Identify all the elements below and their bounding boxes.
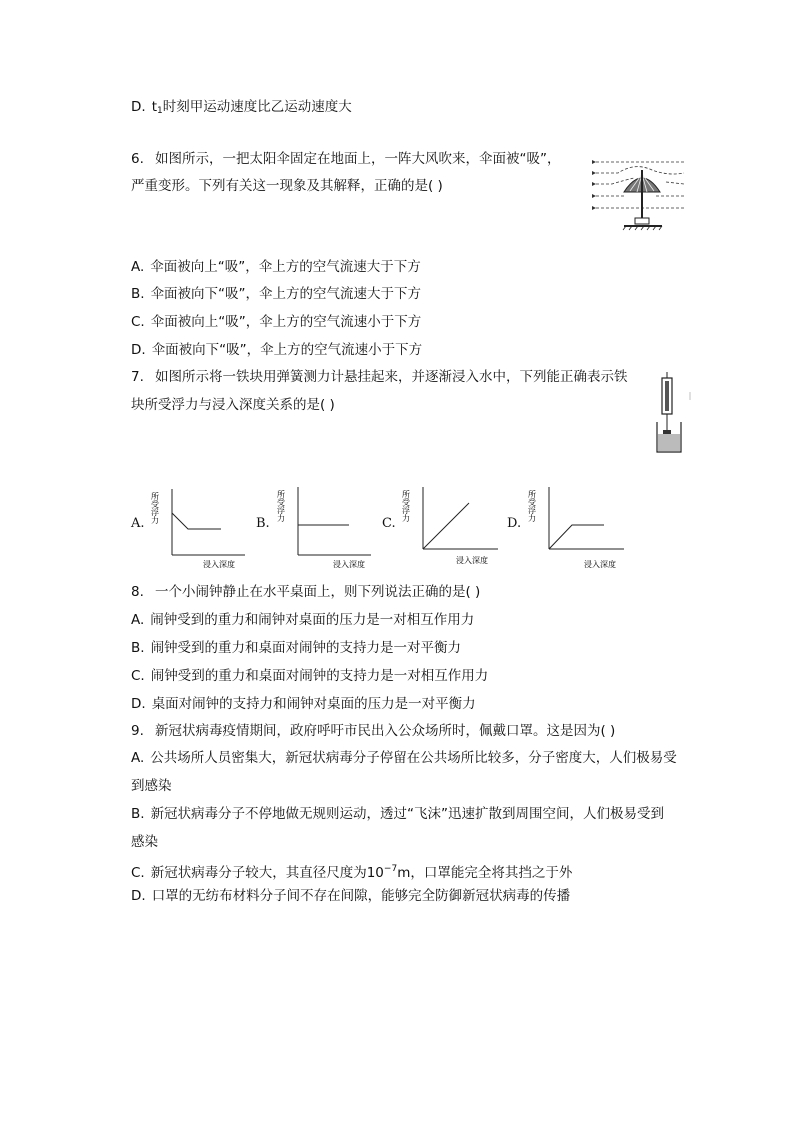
option-letter: C. — [131, 668, 145, 684]
y-axis-label: 所受浮力 — [401, 490, 411, 522]
option-letter: A. — [131, 750, 145, 766]
option-text: 伞面被向下“吸”，伞上方的空气流速大于下方 — [150, 286, 422, 302]
graph-a-letter: A. — [131, 516, 145, 531]
graph-a — [150, 483, 255, 571]
option-letter: C. — [131, 314, 145, 330]
question-text: 新冠状病毒疫情期间，政府呼吁市民出入公众场所时，佩戴口罩。这是因为( ) — [155, 723, 616, 739]
q6-stem-line2 — [131, 176, 443, 196]
q6-option-b — [131, 284, 421, 304]
q9-option-b-line2 — [131, 832, 158, 852]
option-text: 伞面被向上“吸”，伞上方的空气流速大于下方 — [150, 259, 421, 275]
subscript: 1 — [156, 106, 163, 116]
exponent: −7 — [383, 864, 398, 874]
q9-option-c — [131, 859, 572, 883]
q9-option-d — [131, 886, 570, 906]
option-letter: B. — [131, 640, 145, 656]
option-text: 伞面被向下“吸”，伞上方的空气流速小于下方 — [151, 342, 423, 358]
option-text: 到感染 — [131, 778, 172, 794]
graph-b — [276, 481, 381, 571]
option-text: 闹钟受到的重力和桌面对闹钟的支持力是一对相互作用力 — [150, 668, 489, 684]
q9-option-a-line1 — [131, 748, 677, 768]
option-letter: B. — [131, 286, 145, 302]
q6-option-c — [131, 312, 421, 332]
q7-stem-line1 — [131, 367, 628, 387]
umbrella-wind-figure — [590, 150, 690, 234]
option-letter: A. — [131, 259, 145, 275]
option-text: 闹钟受到的重力和闹钟对桌面的压力是一对相互作用力 — [150, 612, 475, 628]
x-axis-label: 浸入深度 — [203, 560, 235, 569]
question-text: 一个小闹钟静止在水平桌面上，则下列说法正确的是( ) — [155, 584, 481, 600]
question-text: 如图所示将一铁块用弹簧测力计悬挂起来，并逐渐浸入水中，下列能正确表示铁 — [155, 369, 628, 385]
question-number: 9. — [131, 723, 144, 739]
graph-c-letter: C. — [382, 516, 396, 531]
q8-option-c — [131, 666, 488, 686]
y-axis-label: 所受浮力 — [276, 490, 286, 522]
option-letter: A. — [131, 612, 145, 628]
question-number: 6. — [131, 151, 144, 167]
option-text: 桌面对闹钟的支持力和闹钟对桌面的压力是一对平衡力 — [151, 696, 476, 712]
option-text: 公共场所人员密集大，新冠状病毒分子停留在公共场所比较多，分子密度大，人们极易受 — [150, 750, 677, 766]
option-text: 新冠状病毒分子不停地做无规则运动，透过“飞沫”迅速扩散到周围空间，人们极易受到 — [150, 806, 665, 822]
y-axis-label: 所受浮力 — [527, 490, 537, 522]
option-text-post: m，口罩能完全将其挡之于外 — [397, 865, 573, 881]
question-number: 7. — [131, 369, 144, 385]
spring-scale-beaker-figure — [652, 372, 694, 456]
q9-option-b-line1 — [131, 804, 664, 824]
graph-b-letter: B. — [256, 516, 270, 531]
x-axis-label: 浸入深度 — [584, 560, 616, 569]
question-text: 块所受浮力与浸入深度关系的是( ) — [131, 397, 335, 413]
q8-option-d — [131, 694, 476, 714]
option-letter: B. — [131, 806, 145, 822]
q9-stem — [131, 721, 615, 741]
q8-option-b — [131, 638, 461, 658]
option-letter: D. — [131, 99, 146, 115]
q6-stem-line1 — [131, 149, 561, 169]
x-axis-label: 浸入深度 — [333, 560, 365, 569]
graph-d — [527, 481, 632, 571]
question-number: 8. — [131, 584, 144, 600]
option-letter: D. — [131, 888, 146, 904]
graph-d-letter: D. — [507, 516, 522, 531]
question-text: 如图所示，一把太阳伞固定在地面上，一阵大风吹来，伞面被“吸”， — [155, 151, 561, 167]
option-text-pre: t — [151, 99, 157, 115]
q7-stem-line2 — [131, 395, 335, 415]
q8-option-a — [131, 610, 474, 630]
q6-option-a — [131, 257, 421, 277]
option-text: 感染 — [131, 834, 158, 850]
q6-option-d — [131, 340, 422, 360]
q8-stem — [131, 582, 480, 602]
x-axis-label: 浸入深度 — [456, 556, 488, 565]
option-text: 伞面被向上“吸”，伞上方的空气流速小于下方 — [150, 314, 422, 330]
q9-option-a-line2 — [131, 776, 172, 796]
option-letter: D. — [131, 696, 146, 712]
question-text: 严重变形。下列有关这一现象及其解释，正确的是( ) — [131, 178, 443, 194]
option-text: 口罩的无纺布材料分子间不存在间隙，能够完全防御新冠状病毒的传播 — [151, 888, 571, 904]
graph-c — [401, 481, 506, 571]
option-text-pre: 新冠状病毒分子较大，其直径尺度为10 — [150, 865, 384, 881]
option-text: 时刻甲运动速度比乙运动速度大 — [162, 99, 352, 115]
option-letter: D. — [131, 342, 146, 358]
option-letter: C. — [131, 865, 145, 881]
y-axis-label: 所受浮力 — [150, 492, 160, 524]
option-text: 闹钟受到的重力和桌面对闹钟的支持力是一对平衡力 — [150, 640, 462, 656]
q5-option-d — [131, 97, 352, 121]
